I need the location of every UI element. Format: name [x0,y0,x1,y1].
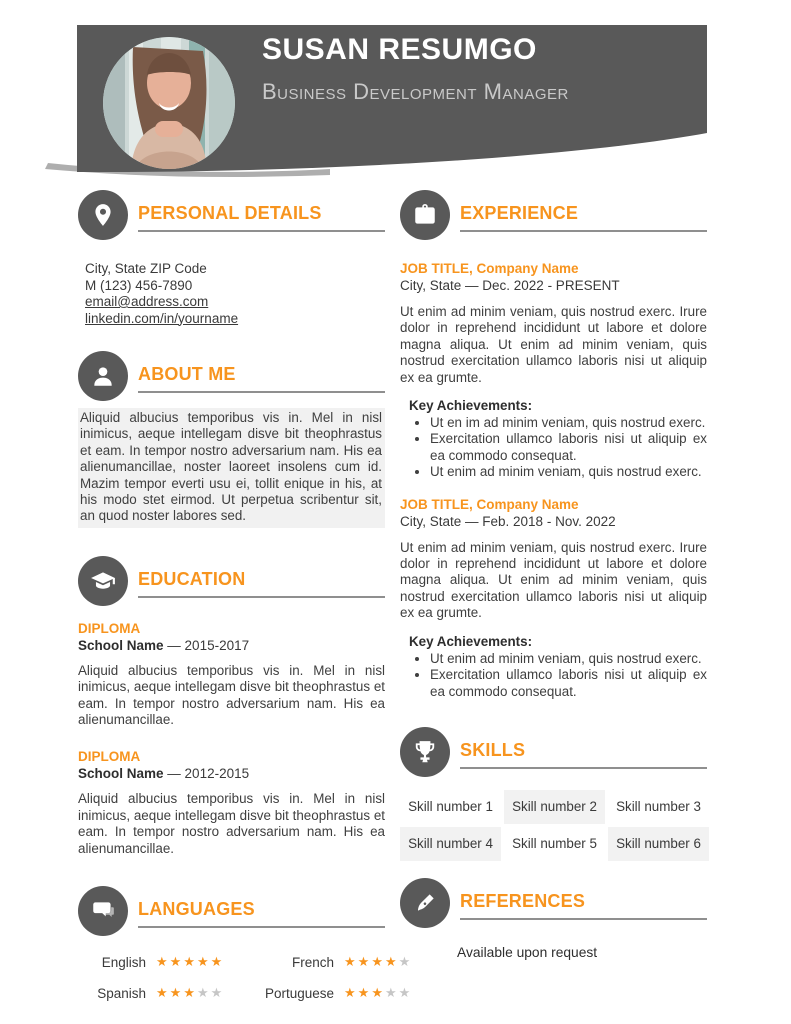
star-icon: ★ [384,954,399,970]
achievement-item: • Ut en im ad minim veniam, quis nostrud exerc. [430,415,707,431]
language-name: Portuguese [264,985,334,1001]
job-title-company: JOB TITLE, Company Name [400,261,579,276]
graduation-cap-icon [78,556,128,606]
education-school: School Name [78,637,164,653]
section-references-head [400,878,707,928]
chat-bubbles-icon [78,886,128,936]
job-description: Ut enim ad minim veniam, quis nostrud exerc. Irure dolor in reprehend incididunt ut labore et dolore magna aliqua. Ut enim ad minim veniam, quis nostrud exercitation ullamco laboris nisi ut aliquip ex ea grumte. [400,539,707,621]
section-rule [138,230,385,232]
job-location-dates: City, State — Feb. 2018 - Nov. 2022 [400,513,616,529]
star-icon: ★ [196,985,211,1001]
section-rule [460,230,707,232]
section-rule [138,391,385,393]
achievement-item: • Exercitation ullamco laboris nisi ut aliquip ex ea commodo consequat. [430,667,707,700]
achievement-item: • Exercitation ullamco laboris nisi ut aliquip ex ea commodo consequat. [430,431,707,464]
contact-linkedin-link[interactable]: linkedin.com/in/yourname [85,310,239,326]
section-head-right [138,886,385,936]
skill-item: Skill number 3 [608,790,709,824]
skills-grid [400,790,707,861]
language-name: Spanish [97,985,146,1001]
profile-photo-illustration [103,37,235,169]
contact-phone: M (123) 456-7890 [85,277,193,293]
job-location-dates: City, State — Dec. 2022 - PRESENT [400,278,620,293]
skills-title: SKILLS [460,739,526,760]
experience-title: EXPERIENCE [460,203,579,223]
star-icon: ★ [156,954,170,970]
education-description: Aliquid albucius temporibus vis in. Mel in nisl inimicus, aeque intellegam disve bit theophrastus et eam. In tempor nostro adversarium nam. His ea alienumancillae. [78,662,385,728]
star-icon: ★ [196,954,211,970]
about-me-title: ABOUT ME [138,364,236,384]
education-dates: — 2015-2017 [167,637,250,653]
references-title: REFERENCES [460,890,586,911]
user-icon [78,351,128,401]
section-rule [138,596,385,598]
contact-email-link[interactable]: email@address.com [85,294,209,309]
star-icon: ★ [357,985,372,1001]
experience-job [400,260,707,481]
person-name: SUSAN RESUMGO [262,33,537,66]
section-head-right [138,556,385,606]
languages-grid [84,954,413,1001]
education-degree: DIPLOMA [78,620,141,636]
header-text [262,33,569,105]
job-description: Ut enim ad minim veniam, quis nostrud exerc. Irure dolor in reprehend incididunt ut labore et dolore magna aliqua. Ut enim ad minim veniam, quis nostrud exercitation ullamco laboris nisi ut aliquip ex ea grumte. [400,304,707,385]
achievements-list [409,415,707,481]
language-name: French [291,954,334,970]
trophy-icon [400,727,450,777]
section-personal-details-head [78,190,385,240]
language-rating [156,954,246,970]
section-head-right [138,351,385,401]
star-icon: ★ [344,954,358,970]
key-achievements-label: Key Achievements: [409,633,533,649]
section-languages-head [78,886,385,936]
star-icon: ★ [344,985,358,1001]
achievements-list [409,651,707,700]
education-item [78,748,385,857]
skill-item: Skill number 6 [608,827,709,861]
personal-details-title: PERSONAL DETAILS [138,203,322,223]
section-head-right [460,878,707,928]
language-rating [156,985,246,1001]
language-name: English [101,954,146,970]
star-icon: ★ [371,985,385,1001]
contact-block [85,261,385,327]
education-item [78,620,385,729]
star-icon: ★ [384,985,399,1001]
education-school-line [78,637,385,654]
education-description: Aliquid albucius temporibus vis in. Mel in nisl inimicus, aeque intellegam disve bit theophrastus et eam. In tempor nostro adversarium nam. His ea alienumancillae. [78,791,385,856]
about-me-text: Aliquid albucius temporibus vis in. Mel in nisl inimicus, aeque intellegam disve bit theophrastus et eam. In tempor nostro adversarium nam. His ea alienumancillae, noster laoreet insolens cum id. Mazim tempor everti usu ei, tollit enique in his, at his modo stet eirmod. Ut perpetua scribentur sit, an quod noster labores sed. [78,408,385,528]
contact-address: City, State ZIP Code [85,261,207,276]
section-rule [460,918,707,920]
section-head-right [460,190,707,240]
star-icon: ★ [169,954,184,970]
star-icon: ★ [169,985,184,1001]
education-school: School Name [78,766,164,782]
experience-job [400,496,707,700]
key-achievements-label: Key Achievements: [409,398,533,414]
star-icon: ★ [210,985,225,1001]
star-icon: ★ [357,954,372,970]
section-head-right [138,190,385,240]
briefcase-icon [400,190,450,240]
section-rule [138,926,385,928]
person-job-title: Business Development Manager [262,79,569,104]
section-rule [460,767,707,769]
location-pin-icon [78,190,128,240]
job-title-company: JOB TITLE, Company Name [400,496,579,512]
achievement-item: • Ut enim ad minim veniam, quis nostrud exerc. [430,651,707,667]
star-icon: ★ [183,954,197,970]
star-icon: ★ [398,985,413,1001]
section-head-right [460,727,707,777]
profile-photo [103,37,235,169]
fountain-pen-icon [400,878,450,928]
education-school-line [78,765,385,782]
section-about-me-head [78,351,385,401]
left-column [78,190,413,1001]
skill-item: Skill number 1 [400,790,501,824]
education-degree: DIPLOMA [78,749,141,765]
achievement-item: • Ut enim ad minim veniam, quis nostrud exerc. [430,464,707,480]
languages-title: LANGUAGES [138,899,255,920]
education-title: EDUCATION [138,568,246,589]
skill-item: Skill number 5 [504,827,605,861]
star-icon: ★ [210,954,225,970]
references-text: Available upon request [457,944,598,960]
section-education-head [78,556,385,606]
star-icon: ★ [156,985,170,1001]
skill-item: Skill number 4 [400,827,501,861]
skill-item: Skill number 2 [504,790,605,824]
star-icon: ★ [371,954,385,970]
star-icon: ★ [183,985,197,1001]
star-icon: ★ [398,954,413,970]
right-column [400,190,707,1001]
section-skills-head [400,727,707,777]
education-dates: — 2012-2015 [167,766,250,782]
section-experience-head [400,190,707,240]
